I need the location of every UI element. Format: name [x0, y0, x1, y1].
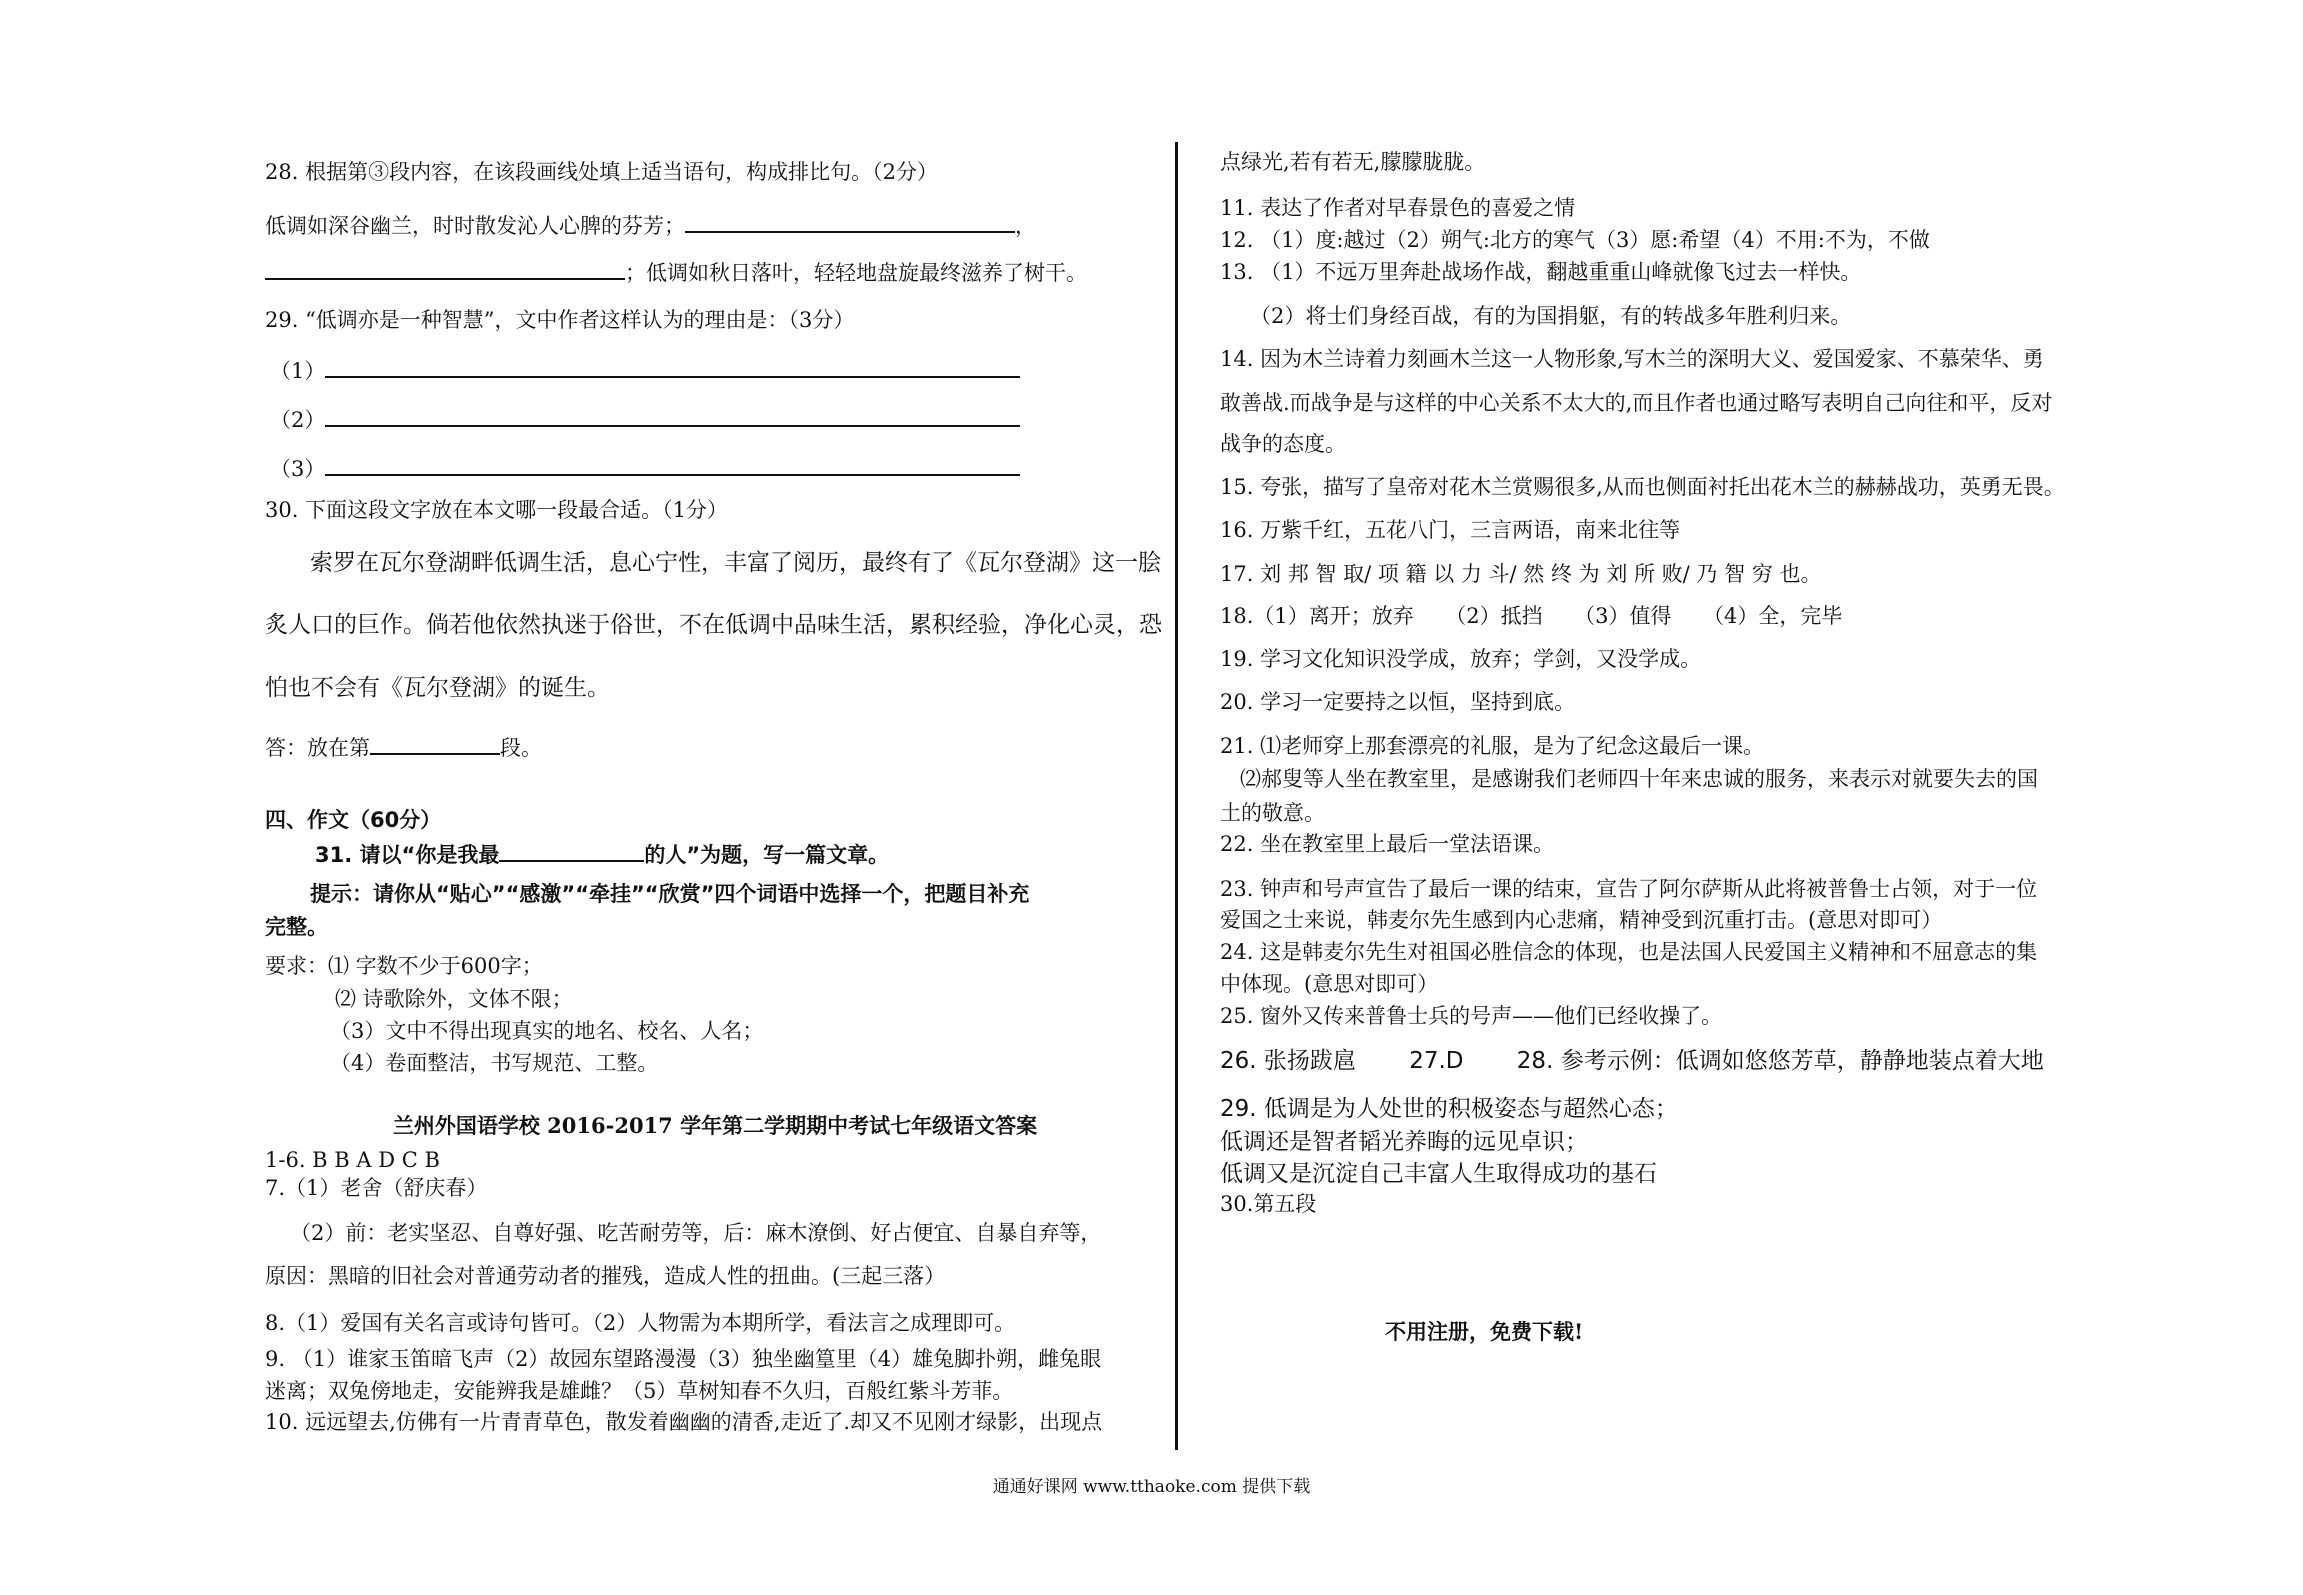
q30-answer-prefix: 答：放在第	[265, 736, 370, 760]
q28-blank-1[interactable]	[685, 211, 1015, 233]
answer-14-3: 战争的态度。	[1220, 432, 1346, 456]
answer-24-1: 24. 这是韩麦尔先生对祖国必胜信念的体现，也是法国人民爱国主义精神和不屈意志的集	[1220, 940, 2038, 964]
answer-9-2: 迷离；双兔傍地走，安能辨我是雄雌？（5）草树知春不久归，百般红紫斗芳菲。	[265, 1379, 1014, 1403]
answer-24-2: 中体现。(意思对即可）	[1220, 972, 1439, 996]
answer-11: 11. 表达了作者对早春景色的喜爱之情	[1220, 196, 1576, 220]
q29-item-3	[270, 454, 1020, 483]
answer-9-1: 9. （1）谁家玉笛暗飞声（2）故园东望路漫漫（3）独坐幽篁里（4）雄兔脚扑朔，雌兔眼	[265, 1347, 1102, 1371]
answer-16: 16. 万紫千红，五花八门，三言两语，南来北往等	[1220, 518, 1681, 542]
answer-26-28: 26. 张扬跋扈 27.D 28. 参考示例：低调如悠悠芳草，静静地装点着大地	[1220, 1048, 2044, 1074]
q29-blank-2[interactable]	[325, 405, 1020, 427]
q31-title-blank[interactable]	[499, 840, 644, 862]
q30-passage-line-1: 索罗在瓦尔登湖畔低调生活，息心宁性，丰富了阅历，最终有了《瓦尔登湖》这一脍	[310, 550, 1161, 576]
q29-item-2-label: （2）	[270, 408, 326, 432]
q29-item-3-label: （3）	[270, 457, 326, 481]
answer-title: 兰州外国语学校 2016-2017 学年第二学期期中考试七年级语文答案	[392, 1113, 1038, 1138]
answer-23-1: 23. 钟声和号声宣告了最后一课的结束，宣告了阿尔萨斯从此将被普鲁士占领，对于一位	[1220, 877, 2038, 901]
answer-14-1: 14. 因为木兰诗着力刻画木兰这一人物形象,写木兰的深明大义、爱国爱家、不慕荣华、勇	[1220, 347, 2044, 371]
answer-30: 30.第五段	[1220, 1192, 1317, 1216]
requirement-2: ⑵ 诗歌除外，文体不限；	[335, 987, 573, 1011]
q28-blank-2[interactable]	[265, 258, 625, 280]
answer-21-1: 21. ⑴老师穿上那套漂亮的礼服，是为了纪念这最后一课。	[1220, 734, 1765, 758]
q29-item-1-label: （1）	[270, 359, 326, 383]
q30-passage-line-2: 炙人口的巨作。倘若他依然执迷于俗世，不在低调中品味生活，累积经验，净化心灵，恐	[265, 612, 1162, 638]
q29-blank-1[interactable]	[325, 356, 1020, 378]
q28-line1-text: 低调如深谷幽兰，时时散发沁人心脾的芬芳；	[265, 214, 685, 238]
answer-8: 8.（1）爱国有关名言或诗句皆可。（2）人物需为本期所学，看法言之成理即可。	[265, 1311, 1016, 1335]
answer-12: 12. （1）度:越过（2）朔气:北方的寒气（3）愿:希望（4）不用:不为，不做	[1220, 228, 1930, 252]
q28-line2-text: ；低调如秋日落叶，轻轻地盘旋最终滋养了树干。	[625, 261, 1087, 285]
answer-23-2: 爱国之士来说，韩麦尔先生感到内心悲痛，精神受到沉重打击。(意思对即可）	[1220, 908, 1943, 932]
answer-15: 15. 夸张，描写了皇帝对花木兰赏赐很多,从而也侧面衬托出花木兰的赫赫战功，英勇无畏。	[1220, 475, 2065, 499]
answer-25: 25. 窗外又传来普鲁士兵的号声——他们已经收操了。	[1220, 1004, 1723, 1028]
answer-29-3: 低调又是沉淀自己丰富人生取得成功的基石	[1220, 1161, 1657, 1187]
hint-line-1: 提示：请你从“贴心”“感激”“牵挂”“欣赏”四个词语中选择一个，把题目补充	[310, 882, 1030, 906]
answer-7-2: （2）前：老实坚忍、自尊好强、吃苦耐劳等，后：麻木潦倒、好占便宜、自暴自弃等，	[290, 1221, 1102, 1245]
answer-14-2: 敢善战.而战争是与这样的中心关系不太大的,而且作者也通过略写表明自己向往和平，反对	[1220, 391, 2053, 415]
column-divider	[1175, 142, 1178, 1450]
answer-20: 20. 学习一定要持之以恒，坚持到底。	[1220, 690, 1576, 714]
q31-suffix: 的人”为题，写一篇文章。	[644, 843, 890, 867]
right-column	[1185, 0, 2303, 1595]
answer-18: 18.（1）离开；放弃 （2）抵挡 （3）值得 （4）全，完毕	[1220, 604, 1843, 628]
answer-21-3: 土的敬意。	[1220, 801, 1325, 825]
hint-line-2: 完整。	[265, 915, 328, 939]
answer-10: 10. 远远望去,仿佛有一片青青草色，散发着幽幽的清香,走近了.却又不见刚才绿影，出现点	[265, 1410, 1103, 1434]
q30-answer	[265, 733, 542, 762]
essay-heading: 四、作文（60分）	[265, 808, 442, 832]
requirement-3: （3）文中不得出现真实的地名、校名、人名；	[330, 1019, 764, 1043]
answer-13-1: 13. （1）不远万里奔赴战场作战，翻越重重山峰就像飞过去一样快。	[1220, 260, 1862, 284]
q31-prompt	[315, 840, 889, 869]
promo-text: 不用注册，免费下载!	[1385, 1319, 1584, 1344]
q28-line1	[265, 211, 1036, 240]
q29-item-2	[270, 405, 1020, 434]
q31-prefix: 31. 请以“你是我最	[315, 843, 500, 867]
answer-29-2: 低调还是智者韬光养晦的远见卓识；	[1220, 1129, 1588, 1155]
q30-passage-line-3: 怕也不会有《瓦尔登湖》的诞生。	[265, 675, 610, 701]
footer-source: 通通好课网 www.tthaoke.com 提供下载	[992, 1477, 1311, 1497]
q28-prompt: 28. 根据第③段内容，在该段画线处填上适当语句，构成排比句。（2分）	[265, 160, 938, 184]
answer-7-1: 7.（1）老舍（舒庆春）	[265, 1176, 488, 1200]
q29-item-1	[270, 356, 1020, 385]
requirement-4: （4）卷面整洁，书写规范、工整。	[330, 1051, 659, 1075]
q29-prompt: 29. “低调亦是一种智慧”，文中作者这样认为的理由是：（3分）	[265, 308, 855, 332]
q28-line1-end: ，	[1015, 214, 1036, 238]
q30-answer-blank[interactable]	[370, 733, 500, 755]
answer-19: 19. 学习文化知识没学成，放弃；学剑，又没学成。	[1220, 647, 1702, 671]
answer-17: 17. 刘 邦 智 取/ 项 籍 以 力 斗/ 然 终 为 刘 所 败/ 乃 智 穷 也。	[1220, 562, 1822, 586]
answer-10-continued: 点绿光,若有若无,朦朦胧胧。	[1220, 150, 1486, 174]
q30-prompt: 30. 下面这段文字放在本文哪一段最合适。（1分）	[265, 498, 728, 522]
answer-22: 22. 坐在教室里上最后一堂法语课。	[1220, 832, 1555, 856]
answer-13-2: （2）将士们身经百战，有的为国捐躯，有的转战多年胜利归来。	[1250, 304, 1852, 328]
answer-7-3: 原因：黑暗的旧社会对普通劳动者的摧残，造成人性的扭曲。(三起三落）	[265, 1264, 946, 1288]
q30-answer-suffix: 段。	[500, 736, 542, 760]
answer-1-6: 1-6. B B A D C B	[265, 1148, 440, 1172]
q29-blank-3[interactable]	[325, 454, 1020, 476]
requirement-1: 要求：⑴ 字数不少于600字；	[265, 954, 543, 978]
q28-line2	[265, 258, 1087, 287]
answer-29-1: 29. 低调是为人处世的积极姿态与超然心态；	[1220, 1096, 1678, 1122]
answer-21-2: ⑵郝叟等人坐在教室里，是感谢我们老师四十年来忠诚的服务，来表示对就要失去的国	[1240, 767, 2038, 791]
